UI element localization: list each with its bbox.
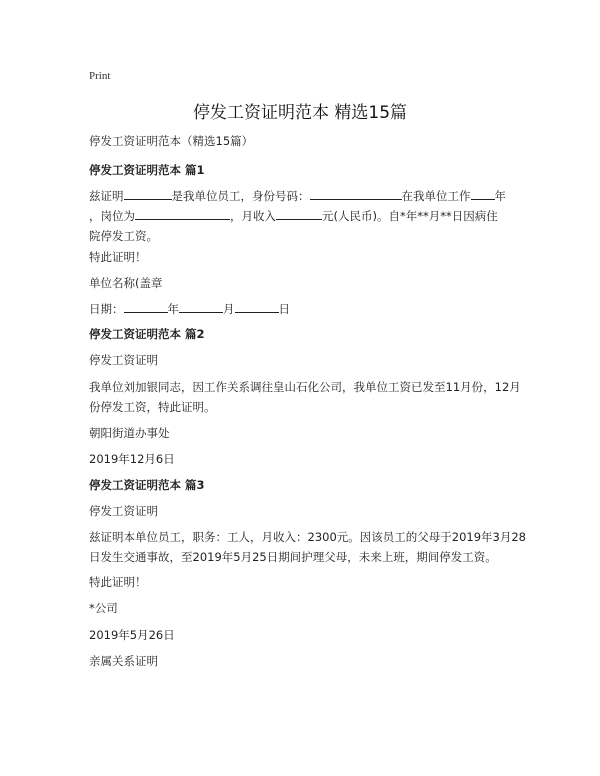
article2-body: 我单位刘加银同志，因工作关系调往皇山石化公司，我单位工资已发至11月份，12月份停发工资，特此证明。 [89, 380, 521, 414]
text-fragment: 是我单位员工，身份号码： [171, 189, 310, 203]
blank-line [179, 300, 223, 313]
article3-closing: 特此证明！ [89, 575, 147, 589]
article1-line3: 院停发工资。 [89, 229, 158, 243]
article2-heading: 停发工资证明范本 篇2 [89, 327, 205, 341]
page-title: 停发工资证明范本 精选15篇 [192, 103, 408, 123]
article3-body: 兹证明本单位员工，职务：工人，月收入：2300元。因该员工的父母于2019年3月28日发生交通事故，至2019年5月25日期间护理父母，未来上班，期间停发工资。 [89, 530, 526, 564]
article3-subtitle: 停发工资证明 [89, 504, 158, 518]
article1-line2 [89, 206, 529, 226]
article3-org: *公司 [89, 601, 118, 615]
blank-line [310, 187, 402, 200]
article1-date [89, 299, 529, 319]
text-fragment: 年 [167, 302, 179, 316]
article1-closing: 特此证明！ [89, 250, 147, 264]
blank-line [135, 207, 230, 220]
article2-subtitle: 停发工资证明 [89, 353, 158, 367]
blank-line [471, 187, 495, 200]
text-fragment: 元(人民币)。自*年**月**日因病住 [322, 209, 498, 223]
blank-line [235, 300, 279, 313]
text-fragment: 日 [278, 302, 290, 316]
next-article-title: 亲属关系证明 [89, 654, 158, 668]
article2-date: 2019年12月6日 [89, 452, 175, 466]
text-fragment: 兹证明 [89, 189, 124, 203]
blank-line [124, 300, 168, 313]
article1-heading: 停发工资证明范本 篇1 [89, 163, 205, 177]
article3-date: 2019年5月26日 [89, 628, 175, 642]
article1-unit: 单位名称(盖章 [89, 276, 163, 290]
article2-org: 朝阳街道办事处 [89, 426, 170, 440]
text-fragment: 日期： [89, 302, 124, 316]
intro-text: 停发工资证明范本（精选15篇） [89, 134, 254, 148]
text-fragment: ，岗位为 [89, 209, 135, 223]
text-fragment: 月 [223, 302, 235, 316]
article1-line1 [89, 186, 529, 206]
text-fragment: 在我单位工作 [401, 189, 471, 203]
blank-line [124, 187, 172, 200]
article3-heading: 停发工资证明范本 篇3 [89, 478, 205, 492]
text-fragment: ，月收入 [230, 209, 276, 223]
print-label[interactable]: Print [89, 70, 111, 82]
blank-line [276, 207, 322, 220]
text-fragment: 年 [494, 189, 506, 203]
